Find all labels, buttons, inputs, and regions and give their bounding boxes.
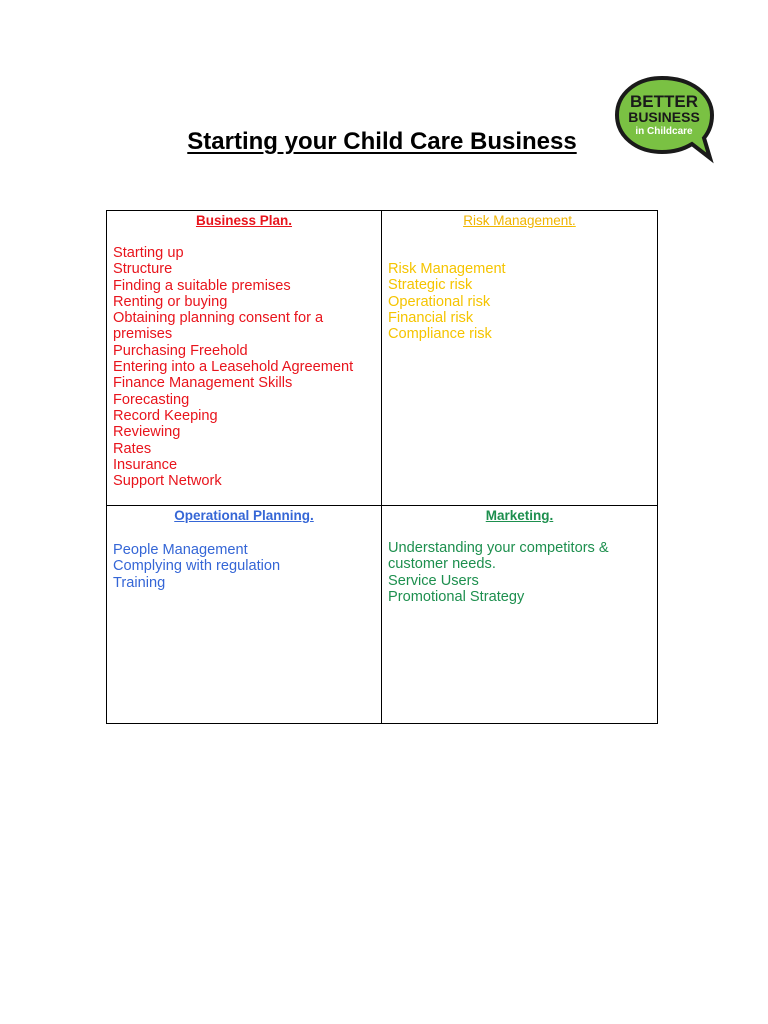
list-item: Finding a suitable premises — [113, 277, 291, 294]
logo-line-2: BUSINESS — [628, 109, 700, 125]
risk-management-list — [388, 261, 651, 342]
list-item: Purchasing Freehold — [113, 342, 248, 359]
operational-planning-list — [113, 542, 375, 591]
list-item: Understanding your competitors & — [388, 540, 609, 556]
logo-line-3: in Childcare — [635, 126, 693, 137]
list-item: Forecasting — [113, 391, 190, 408]
list-item: Renting or buying — [113, 293, 228, 310]
logo-line-1: BETTER — [630, 92, 698, 111]
list-item: Record Keeping — [113, 407, 218, 424]
list-item: Strategic risk — [388, 277, 473, 294]
page-title: Starting your Child Care Business — [187, 128, 577, 155]
list-item: Support Network — [113, 473, 222, 490]
business-plan-cell — [107, 211, 382, 506]
risk-management-heading-period: . — [572, 213, 576, 228]
marketing-cell — [382, 506, 657, 723]
list-item: People Management — [113, 542, 248, 558]
list-item: Obtaining planning consent for a — [113, 310, 324, 327]
list-item: Reviewing — [113, 424, 181, 441]
list-item: Rates — [113, 440, 152, 457]
list-item: Financial risk — [388, 309, 474, 326]
business-plan-heading: Business Plan. — [195, 213, 293, 228]
list-item: customer needs. — [388, 556, 496, 573]
list-item: Structure — [113, 261, 173, 278]
list-item: premises — [113, 326, 173, 343]
risk-management-cell — [382, 211, 657, 506]
operational-planning-heading: Operational Planning. — [174, 508, 314, 523]
list-item: Insurance — [113, 456, 178, 473]
list-item: Entering into a Leasehold Agreement — [113, 359, 354, 376]
risk-management-heading-text: Risk Management — [463, 213, 573, 228]
list-item: Complying with regulation — [113, 558, 281, 575]
list-item: Risk Management — [388, 261, 506, 277]
list-item: Promotional Strategy — [388, 588, 525, 605]
list-item: Starting up — [113, 245, 184, 261]
list-item: Service Users — [388, 572, 479, 589]
business-plan-list — [113, 245, 375, 489]
list-item: Finance Management Skills — [113, 375, 293, 392]
list-item: Compliance risk — [388, 326, 492, 343]
topics-table — [106, 210, 658, 724]
list-item: Training — [113, 574, 166, 591]
list-item: Operational risk — [388, 293, 491, 310]
risk-management-heading — [388, 213, 651, 229]
marketing-list — [388, 540, 651, 605]
operational-planning-cell — [107, 506, 382, 723]
marketing-heading: Marketing. — [485, 508, 554, 523]
